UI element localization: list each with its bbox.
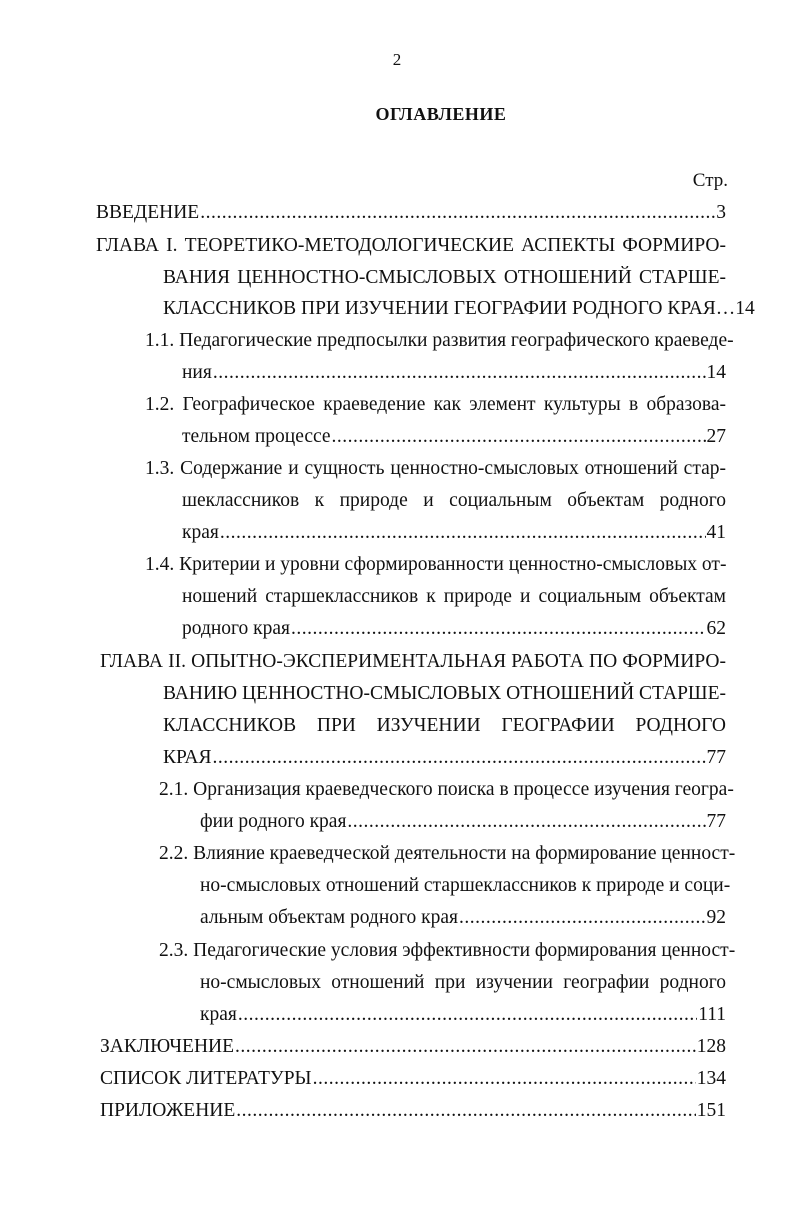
- toc-entry-label: КРАЯ: [163, 747, 212, 768]
- toc-section-1-2-last[interactable]: [182, 427, 726, 447]
- dot-leader: [347, 812, 705, 832]
- toc-section-1-3-line-2[interactable]: шеклассников к природе и социальным объектам родного: [182, 490, 726, 511]
- toc-section-2-3-last[interactable]: [200, 1005, 726, 1025]
- toc-entry-label: родного края: [182, 618, 291, 639]
- toc-entry-page: 151: [696, 1100, 726, 1121]
- toc-section-1-4-line-2[interactable]: ношений старшеклассников к природе и социальным объектам: [182, 586, 726, 607]
- toc-section-1-3-last[interactable]: [182, 523, 726, 543]
- toc-section-1-2-line-1[interactable]: 1.2. Географическое краеведение как элемент культуры в образова-: [145, 394, 726, 415]
- toc-section-1-4-line-1[interactable]: 1.4. Критерии и уровни сформированности ценностно-смысловых от-: [145, 554, 727, 575]
- dot-leader: [213, 363, 706, 383]
- dot-leader: [291, 619, 705, 639]
- dot-leader: [313, 1069, 696, 1089]
- toc-entry-label: альным объектам родного края: [200, 907, 459, 928]
- toc-section-2-3-line-1[interactable]: 2.3. Педагогические условия эффективности формирования ценност-: [159, 940, 736, 961]
- toc-entry-label: ЗАКЛЮЧЕНИЕ: [100, 1036, 235, 1057]
- toc-entry-appendix[interactable]: [100, 1101, 726, 1121]
- toc-section-2-3-line-2[interactable]: но-смысловых отношений при изучении географии родного: [200, 972, 726, 993]
- toc-section-2-2-last[interactable]: [200, 908, 726, 928]
- toc-entry-label: ВВЕДЕНИЕ: [96, 202, 200, 223]
- dot-leader: [220, 523, 706, 543]
- toc-entry-conclusion[interactable]: [100, 1037, 726, 1057]
- toc-entry-bibliography[interactable]: [100, 1069, 726, 1089]
- toc-entry-label: края: [200, 1004, 237, 1025]
- toc-entry-label: фии родного края: [200, 811, 347, 832]
- toc-entry-page: 62: [706, 618, 726, 639]
- toc-chapter-2-line-3[interactable]: КЛАССНИКОВ ПРИ ИЗУЧЕНИИ ГЕОГРАФИИ РОДНОГО: [163, 715, 726, 736]
- toc-entry-page: 14: [706, 362, 726, 383]
- toc-entry-page: 77: [706, 747, 726, 768]
- toc-entry-page: 27: [706, 426, 726, 447]
- toc-entry-page: 77: [706, 811, 726, 832]
- toc-section-1-1-line-1[interactable]: 1.1. Педагогические предпосылки развития географического краеведе-: [145, 330, 734, 351]
- dot-leader: [200, 203, 715, 223]
- toc-section-2-1-last[interactable]: [200, 812, 726, 832]
- dot-leader: [238, 1005, 697, 1025]
- toc-entry-page: 128: [696, 1036, 726, 1057]
- toc-entry-label: ПРИЛОЖЕНИЕ: [100, 1100, 236, 1121]
- dot-leader: [212, 748, 705, 768]
- toc-section-2-2-line-1[interactable]: 2.2. Влияние краеведческой деятельности на формирование ценност-: [159, 843, 736, 864]
- page-number: 2: [392, 50, 402, 69]
- toc-entry-label: края: [182, 522, 219, 543]
- toc-chapter-2-line-2[interactable]: ВАНИЮ ЦЕННОСТНО-СМЫСЛОВЫХ ОТНОШЕНИЙ СТАРШЕ-: [163, 683, 726, 704]
- dot-leader: [236, 1101, 695, 1121]
- toc-section-1-4-last[interactable]: [182, 619, 726, 639]
- toc-section-2-2-line-2[interactable]: но-смысловых отношений старшеклассников к природе и соци-: [200, 875, 731, 896]
- toc-entry-page: 92: [706, 907, 726, 928]
- page-title: ОГЛАВЛЕНИЕ: [375, 104, 507, 124]
- toc-entry-page: 111: [698, 1004, 726, 1025]
- toc-entry-page: 3: [716, 202, 726, 223]
- toc-entry-label: ния: [182, 362, 212, 383]
- dot-leader: [332, 427, 706, 447]
- toc-chapter-1-line-2[interactable]: ВАНИЯ ЦЕННОСТНО-СМЫСЛОВЫХ ОТНОШЕНИЙ СТАРШЕ-: [163, 267, 726, 288]
- page-column-label: Стр.: [692, 170, 728, 191]
- toc-chapter-2-line-1[interactable]: ГЛАВА II. ОПЫТНО-ЭКСПЕРИМЕНТАЛЬНАЯ РАБОТА ПО ФОРМИРО-: [100, 651, 726, 672]
- toc-entry-intro[interactable]: [96, 203, 726, 223]
- toc-entry-page: 134: [696, 1068, 726, 1089]
- toc-entry-label: СПИСОК ЛИТЕРАТУРЫ: [100, 1068, 312, 1089]
- toc-entry-label: тельном процессе: [182, 426, 331, 447]
- toc-section-1-1-last[interactable]: [182, 363, 726, 383]
- toc-section-2-1-line-1[interactable]: 2.1. Организация краеведческого поиска в процессе изучения геогра-: [159, 779, 734, 800]
- dot-leader: [459, 908, 705, 928]
- toc-entry-page: 41: [706, 522, 726, 543]
- toc-chapter-1-line-3[interactable]: КЛАССНИКОВ ПРИ ИЗУЧЕНИИ ГЕОГРАФИИ РОДНОГО КРАЯ…14: [163, 298, 755, 319]
- dot-leader: [235, 1037, 696, 1057]
- toc-chapter-1-line-1[interactable]: ГЛАВА I. ТЕОРЕТИКО-МЕТОДОЛОГИЧЕСКИЕ АСПЕКТЫ ФОРМИРО-: [96, 235, 726, 256]
- toc-chapter-2-last[interactable]: [163, 748, 726, 768]
- toc-section-1-3-line-1[interactable]: 1.3. Содержание и сущность ценностно-смысловых отношений стар-: [145, 458, 726, 479]
